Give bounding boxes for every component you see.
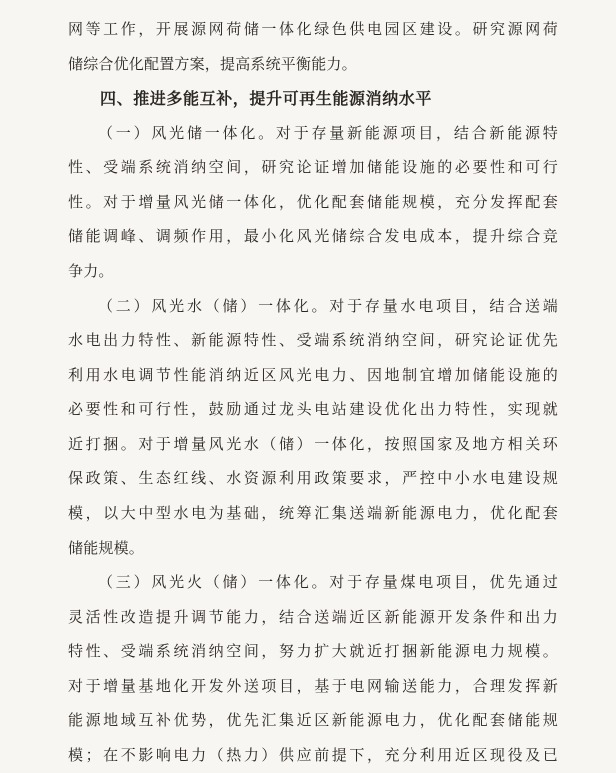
text-line: 储能调峰、调频作用，最小化风光储综合发电成本，提升综合竞: [68, 227, 558, 245]
text-line: 保政策、生态红线、水资源利用政策要求，严控中小水电建设规: [68, 469, 558, 487]
paragraph-first-line: （三）风光火（储）一体化。对于存量煤电项目，优先通过: [98, 573, 558, 591]
text-line: 必要性和可行性，鼓励通过龙头电站建设优化出力特性，实现就: [68, 400, 558, 418]
text-line: 性。对于增量风光储一体化，优化配套储能规模，充分发挥配套: [68, 193, 558, 211]
text-line: 模，以大中型水电为基础，统筹汇集送端新能源电力，优化配套: [68, 504, 558, 522]
paragraph-first-line: （二）风光水（储）一体化。对于存量水电项目，结合送端: [98, 297, 558, 315]
text-line: 灵活性改造提升调节能力，结合送端近区新能源开发条件和出力: [68, 608, 558, 626]
text-line: 争力。: [68, 262, 114, 280]
text-line: 近打捆。对于增量风光水（储）一体化，按照国家及地方相关环: [68, 435, 558, 453]
text-line: 能源地域互补优势，优先汇集近区新能源电力，优化配套储能规: [68, 711, 558, 729]
text-line: 水电出力特性、新能源特性、受端系统消纳空间，研究论证优先: [68, 331, 558, 349]
paragraph-first-line: （一）风光储一体化。对于存量新能源项目，结合新能源特: [98, 124, 558, 142]
text-line: 性、受端系统消纳空间，研究论证增加储能设施的必要性和可行: [68, 158, 558, 176]
text-line: 模；在不影响电力（热力）供应前提下，充分利用近区现役及已: [68, 746, 558, 764]
text-line: 特性、受端系统消纳空间，努力扩大就近打捆新能源电力规模。: [68, 642, 558, 660]
text-line: 对于增量基地化开发外送项目，基于电网输送能力，合理发挥新: [68, 677, 558, 695]
text-line: 储能规模。: [68, 539, 145, 557]
text-line: 网等工作，开展源网荷储一体化绿色供电园区建设。研究源网荷: [68, 20, 558, 38]
section-heading: 四、推进多能互补，提升可再生能源消纳水平: [100, 89, 433, 108]
text-line: 储综合优化配置方案，提高系统平衡能力。: [68, 55, 357, 73]
text-line: 利用水电调节性能消纳近区风光电力、因地制宜增加储能设施的: [68, 366, 558, 384]
